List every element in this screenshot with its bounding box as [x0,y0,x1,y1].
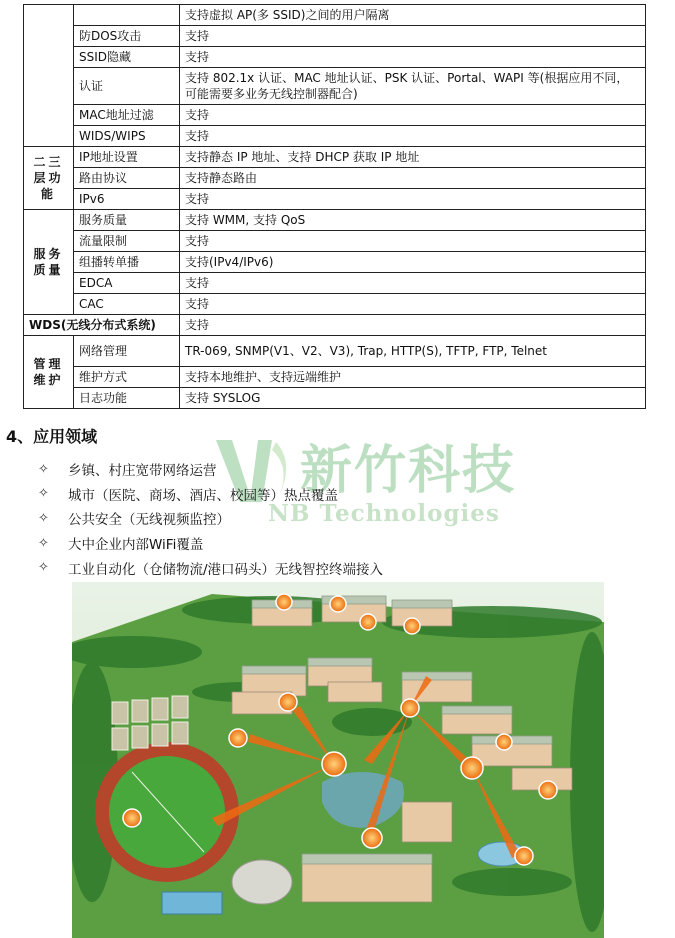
value-cell: 支持 [180,273,646,294]
table-row [24,68,646,105]
diamond-bullet-icon: ✧ [38,535,49,551]
feature-cell: 路由协议 [74,168,180,189]
value-cell: 支持本地维护、支持远端维护 [180,367,646,388]
list-item-label: 工业自动化（仓储物流/港口码头）无线智控终端接入 [68,561,384,578]
value-cell: 支持 [180,126,646,147]
list-item [38,555,383,580]
category-cell: 管理维护 [24,336,74,409]
table-row [24,147,646,168]
wds-label: WDS(无线分布式系统) [24,315,180,336]
table-row [24,47,646,68]
value-cell: 支持 [180,26,646,47]
table-row [24,336,646,367]
feature-cell: 日志功能 [74,388,180,409]
diamond-bullet-icon: ✧ [38,461,49,477]
value-cell: 支持 [180,189,646,210]
feature-cell: 认证 [74,68,180,105]
value-cell: 支持 WMM, 支持 QoS [180,210,646,231]
value-cell: 支持 [180,315,646,336]
feature-cell: IP地址设置 [74,147,180,168]
watermark-cn: 新竹科技 [300,441,517,501]
table-row [24,105,646,126]
list-item-label: 城市（医院、商场、酒店、校园等）热点覆盖 [68,487,338,504]
table-row [24,168,646,189]
table-row [24,252,646,273]
campus-illustration [72,582,604,938]
category-cell [24,5,74,147]
list-item [38,457,383,482]
list-item-label: 乡镇、村庄宽带网络运营 [68,463,217,480]
category-cell: 二三层功能 [24,147,74,210]
table-row [24,273,646,294]
feature-cell: MAC地址过滤 [74,105,180,126]
table-row [24,189,646,210]
table-row [24,26,646,47]
table-row [24,210,646,231]
feature-cell: 组播转单播 [74,252,180,273]
feature-cell: 服务质量 [74,210,180,231]
value-cell: 支持 [180,105,646,126]
list-item [38,531,383,556]
list-item [38,482,383,507]
application-list [38,457,383,580]
list-item [38,506,383,531]
feature-cell: 维护方式 [74,367,180,388]
table-row [24,294,646,315]
table-row [24,315,646,336]
feature-cell [74,5,180,26]
category-cell: 服务质量 [24,210,74,315]
table-row [24,5,646,26]
value-cell: 支持 [180,231,646,252]
spec-table [23,4,646,409]
table-row [24,231,646,252]
value-cell: TR-069, SNMP(V1、V2、V3), Trap, HTTP(S), TFTP, FTP, Telnet [180,336,646,367]
value-cell: 支持静态 IP 地址、支持 DHCP 获取 IP 地址 [180,147,646,168]
feature-cell: 流量限制 [74,231,180,252]
table-row [24,388,646,409]
campus-aerial-image [72,582,604,938]
value-cell: 支持 802.1x 认证、MAC 地址认证、PSK 认证、Portal、WAPI 等(根据应用不同，可能需要多业务无线控制器配合) [180,68,646,105]
value-cell: 支持静态路由 [180,168,646,189]
feature-cell: SSID隐藏 [74,47,180,68]
table-row [24,126,646,147]
feature-cell: IPv6 [74,189,180,210]
diamond-bullet-icon: ✧ [38,510,49,526]
value-cell: 支持 SYSLOG [180,388,646,409]
feature-cell: WIDS/WIPS [74,126,180,147]
list-item-label: 大中企业内部WiFi覆盖 [68,537,204,554]
value-cell: 支持 [180,294,646,315]
feature-cell: 网络管理 [74,336,180,367]
value-cell: 支持虚拟 AP(多 SSID)之间的用户隔离 [180,5,646,26]
list-item-label: 公共安全（无线视频监控） [68,512,230,529]
section-title: 4、应用领域 [6,427,98,446]
diamond-bullet-icon: ✧ [38,560,49,576]
value-cell: 支持(IPv4/IPv6) [180,252,646,273]
feature-cell: CAC [74,294,180,315]
feature-cell: EDCA [74,273,180,294]
value-cell: 支持 [180,47,646,68]
watermark-en: NB Technologies [268,500,500,527]
feature-cell: 防DOS攻击 [74,26,180,47]
diamond-bullet-icon: ✧ [38,486,49,502]
table-row [24,367,646,388]
